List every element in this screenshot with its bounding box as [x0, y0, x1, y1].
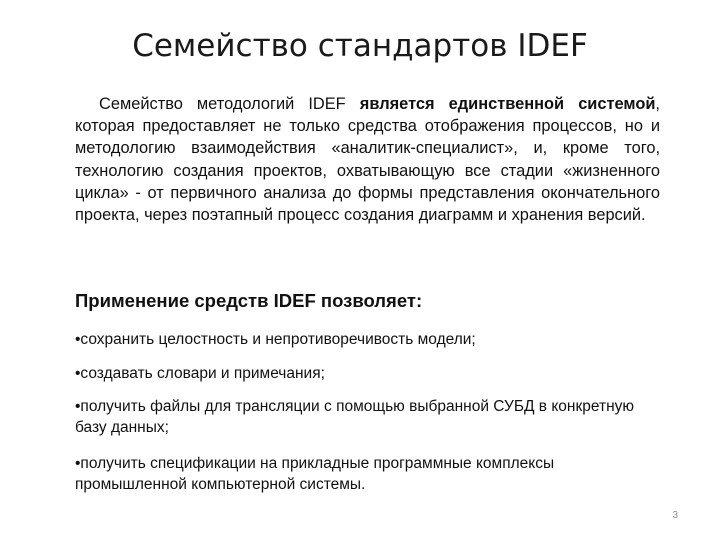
intro-text-part1: Семейство методологий IDEF	[99, 95, 360, 113]
section-heading: Применение средств IDEF позволяет:	[75, 290, 423, 311]
intro-paragraph	[75, 93, 660, 226]
bullet-item: •получить спецификации на прикладные программные комплексы промышленной компьютерной системы.	[75, 455, 555, 493]
page-number: 3	[672, 510, 678, 521]
slide-title: Семейство стандартов IDEF	[132, 28, 588, 64]
bullet-item: •сохранить целостность и непротиворечивость модели;	[75, 331, 476, 348]
intro-text-bold: является единственной системой	[359, 95, 656, 113]
intro-text-part2: , которая предоставляет не только средства отображения процессов, но и методологию взаимодействия «аналитик-специалист», и, кроме того, технологию создания проектов, охватывающую все стадии «жизненного цикла» - от первичного анализа до формы представления окончательного проекта, через поэтапный процесс создания диаграмм и хранения версий.	[75, 95, 660, 225]
bullet-item: •создавать словари и примечания;	[75, 365, 325, 382]
bullet-item: •получить файлы для трансляции с помощью выбранной СУБД в конкретную базу данных;	[75, 398, 635, 436]
